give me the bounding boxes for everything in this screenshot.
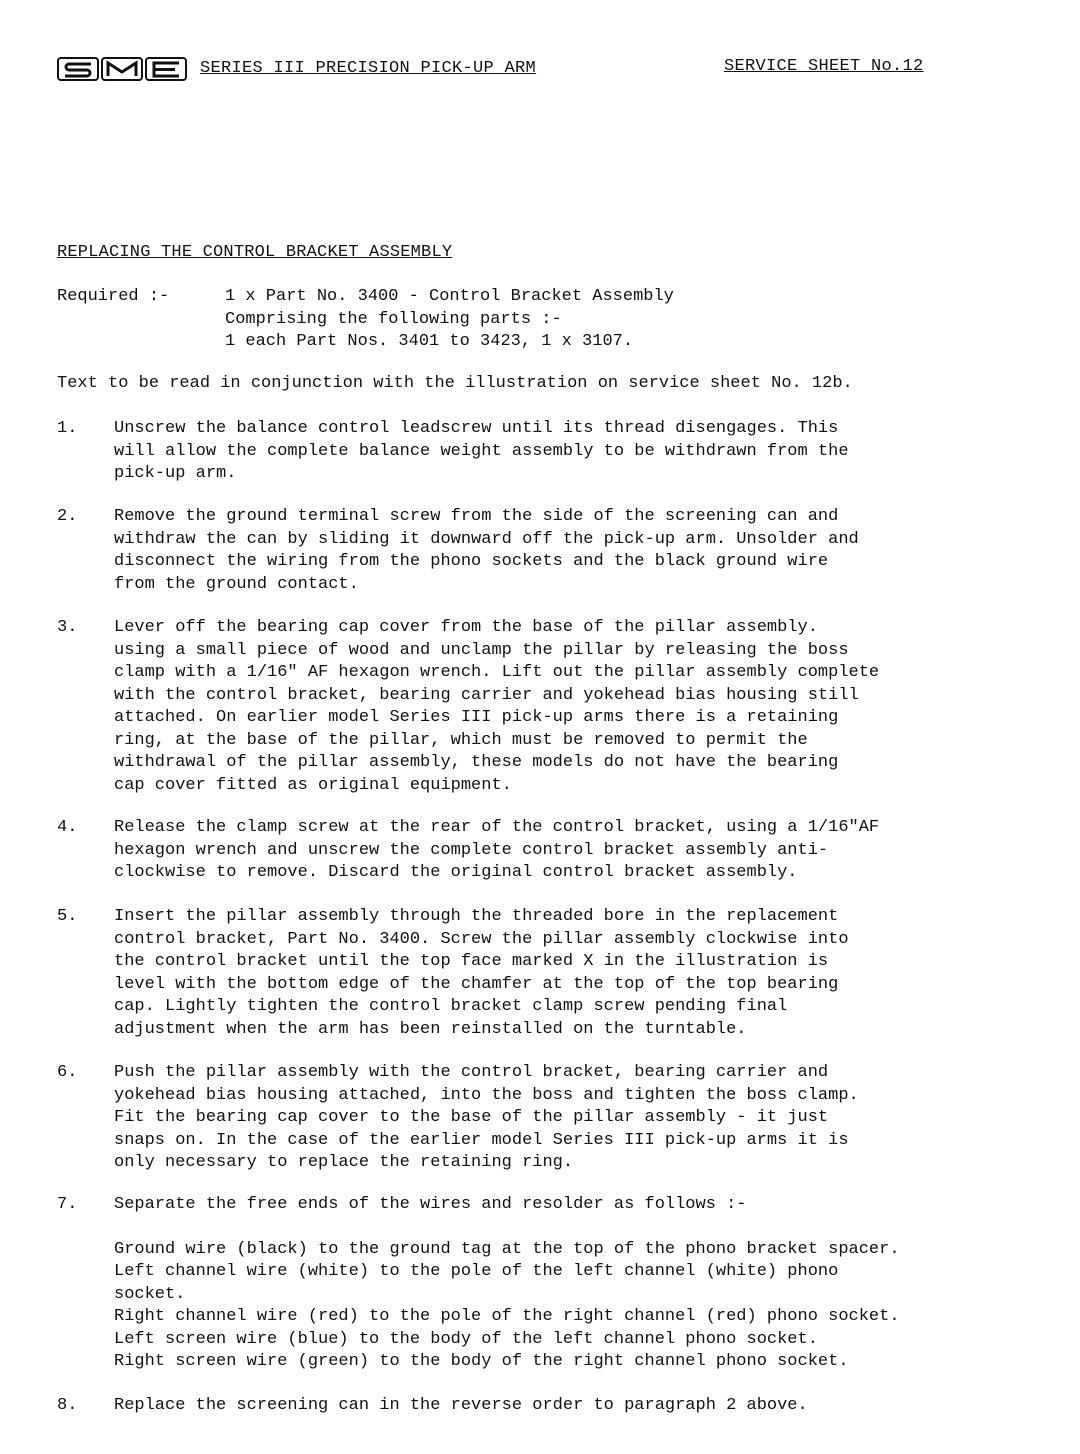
- required-line: 1 x Part No. 3400 - Control Bracket Assembly: [225, 287, 674, 306]
- step-line: from the ground contact.: [114, 574, 359, 594]
- step-line: will allow the complete balance weight assembly to be withdrawn from the: [114, 441, 849, 461]
- step-line: control bracket, Part No. 3400. Screw the pillar assembly clockwise into: [114, 929, 849, 949]
- step-line: Lever off the bearing cap cover from the base of the pillar assembly.: [114, 618, 818, 637]
- step-text: [114, 1194, 1034, 1374]
- wire-instruction: socket.: [114, 1284, 186, 1304]
- required-label: Required :-: [57, 287, 170, 306]
- step-number: 1.: [57, 419, 78, 438]
- step-text: [114, 1062, 1034, 1175]
- wire-instruction: Left channel wire (white) to the pole of the left channel (white) phono: [114, 1262, 839, 1281]
- step-line: only necessary to replace the retaining ring.: [114, 1153, 574, 1172]
- step-line: using a small piece of wood and unclamp the pillar by releasing the boss: [114, 640, 849, 660]
- service-sheet-number: SERVICE SHEET No.12: [724, 57, 924, 76]
- step-text: [114, 906, 1034, 1041]
- step-line: pick-up arm.: [114, 464, 237, 483]
- step-line: clockwise to remove. Discard the original control bracket assembly.: [114, 863, 798, 882]
- step-line: clamp with a 1/16" AF hexagon wrench. Lift out the pillar assembly complete: [114, 663, 880, 682]
- step-line: withdrawal of the pillar assembly, these models do not have the bearing: [114, 753, 839, 772]
- step-number: 7.: [57, 1195, 78, 1214]
- step-line: Separate the free ends of the wires and resolder as follows :-: [114, 1195, 747, 1214]
- required-line: Comprising the following parts :-: [225, 309, 562, 329]
- step-line: attached. On earlier model Series III pick-up arms there is a retaining: [114, 708, 839, 727]
- wire-instruction: Right channel wire (red) to the pole of the right channel (red) phono socket.: [114, 1307, 900, 1326]
- step-line: Unscrew the balance control leadscrew until its thread disengages. This: [114, 419, 839, 438]
- step-line: Remove the ground terminal screw from the side of the screening can and: [114, 507, 839, 526]
- page-header: [57, 56, 947, 86]
- step-text: [114, 506, 1034, 596]
- step-number: 3.: [57, 618, 78, 637]
- step-line: snaps on. In the case of the earlier model Series III pick-up arms it is: [114, 1130, 849, 1150]
- sme-logo: [57, 56, 189, 82]
- step-number: 2.: [57, 507, 78, 526]
- step-line: Release the clamp screw at the rear of the control bracket, using a 1/16"AF: [114, 818, 880, 837]
- wire-instruction: Right screen wire (green) to the body of the right channel phono socket.: [114, 1352, 849, 1371]
- step-line: Insert the pillar assembly through the threaded bore in the replacement: [114, 907, 839, 926]
- step-line: Push the pillar assembly with the control bracket, bearing carrier and: [114, 1063, 829, 1082]
- step-line: ring, at the base of the pillar, which must be removed to permit the: [114, 730, 808, 750]
- wire-list: [114, 1239, 1034, 1374]
- step-line: cap cover fitted as original equipment.: [114, 775, 512, 795]
- wire-instruction: Left screen wire (blue) to the body of the left channel phono socket.: [114, 1329, 818, 1349]
- step-line: cap. Lightly tighten the control bracket clamp screw pending final: [114, 997, 788, 1016]
- series-title: SERIES III PRECISION PICK-UP ARM: [200, 59, 537, 78]
- step-number: 5.: [57, 907, 78, 926]
- step-text: [114, 418, 1034, 486]
- step-line: yokehead bias housing attached, into the boss and tighten the boss clamp.: [114, 1085, 859, 1105]
- step-line: withdraw the can by sliding it downward off the pick-up arm. Unsolder and: [114, 529, 859, 549]
- step-line: Fit the bearing cap cover to the base of the pillar assembly - it just: [114, 1108, 829, 1127]
- step-text: [114, 817, 1034, 885]
- step-text: [114, 617, 1034, 797]
- step-text: [114, 1395, 1034, 1418]
- required-line: 1 each Part Nos. 3401 to 3423, 1 x 3107.: [225, 332, 634, 351]
- intro-text: Text to be read in conjunction with the illustration on service sheet No. 12b.: [57, 374, 853, 393]
- step-number: 8.: [57, 1396, 78, 1415]
- step-line: hexagon wrench and unscrew the complete control bracket assembly anti-: [114, 840, 829, 860]
- step-line: Replace the screening can in the reverse order to paragraph 2 above.: [114, 1396, 808, 1415]
- step-line: level with the bottom edge of the chamfer at the top of the top bearing: [114, 974, 839, 994]
- step-line: disconnect the wiring from the phono sockets and the black ground wire: [114, 552, 829, 571]
- wire-instruction: Ground wire (black) to the ground tag at the top of the phono bracket spacer.: [114, 1239, 900, 1259]
- section-title: REPLACING THE CONTROL BRACKET ASSEMBLY: [57, 243, 453, 262]
- required-parts-list: [225, 286, 925, 354]
- step-line: adjustment when the arm has been reinstalled on the turntable.: [114, 1019, 747, 1039]
- step-line: with the control bracket, bearing carrier and yokehead bias housing still: [114, 685, 859, 705]
- step-line: the control bracket until the top face marked X in the illustration is: [114, 952, 829, 971]
- step-number: 6.: [57, 1063, 78, 1082]
- step-number: 4.: [57, 818, 78, 837]
